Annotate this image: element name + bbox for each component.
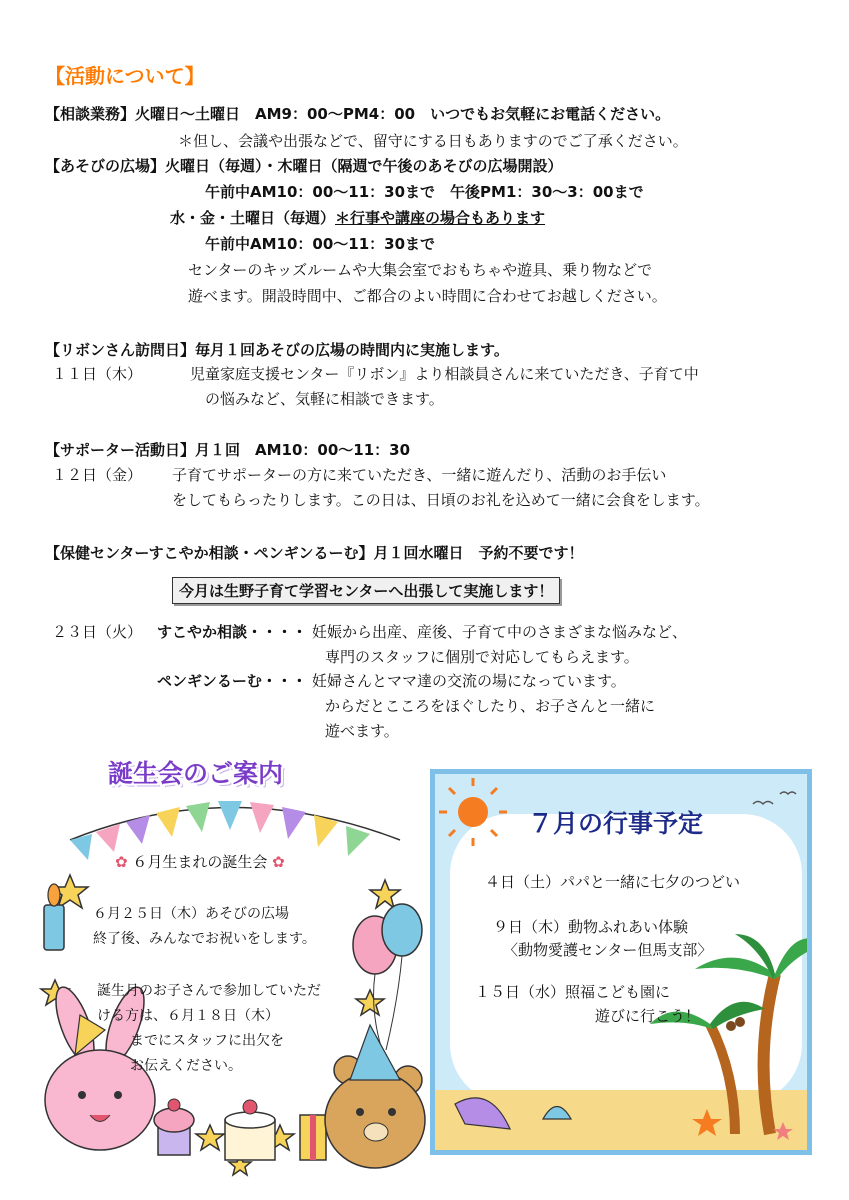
birthday-title: 誕生会のご案内	[108, 759, 284, 788]
birthday-join-1: 誕生月のお子さんで参加していただ	[97, 983, 321, 999]
play-line	[45, 155, 563, 176]
play-hours-1: 午前中AM10：00～11：30まで 午後PM1：30～3：00まで	[205, 183, 644, 201]
supporter-line	[45, 439, 410, 460]
health-item2-desc-1: 妊婦さんとママ達の交流の場になっています。	[312, 672, 626, 690]
supporter-text: 月１回 AM10：00～11：30	[195, 441, 411, 459]
birthday-join-4: お伝えください。	[130, 1058, 242, 1074]
cupcake-icon	[154, 1099, 194, 1155]
event-2-sub: 〈動物愛護センター但馬支部〉	[503, 941, 713, 959]
health-item2-desc-3: 遊べます。	[325, 722, 399, 740]
sun-icon	[439, 778, 507, 846]
flower-icon-left: ✿	[115, 853, 133, 871]
play-text: 火曜日（毎週）・木曜日（隔週で午後のあそびの広場開設）	[165, 157, 563, 175]
bear-icon	[325, 1025, 425, 1168]
health-item1-name: すこやか相談・・・・	[157, 623, 308, 641]
ribbon-date: １１日（木）	[52, 365, 143, 383]
birthday-join-3: までにスタッフに出欠を	[130, 1033, 284, 1049]
health-date: ２３日（火）	[52, 623, 143, 641]
supporter-desc-2: をしてもらったりします。この日は、日頃のお礼を込めて一緒に会食をします。	[172, 491, 710, 509]
consult-label: 【相談業務】	[45, 105, 136, 123]
play-days-2	[170, 207, 545, 228]
consult-text: 火曜日～土曜日 AM9：00～PM4：00 いつでもお気軽にお電話ください。	[135, 105, 671, 123]
supporter-label: 【サポーター活動日】	[45, 441, 196, 459]
events-title: ７月の行事予定	[528, 809, 704, 838]
event-3: １５日（水）照福こども園に	[475, 983, 671, 1001]
birthday-after-line: 終了後、みんなでお祝いをします。	[93, 931, 316, 947]
ribbon-text: 毎月１回あそびの広場の時間内に実施します。	[195, 341, 509, 359]
birthday-join-2: ける方は、６月１８日（木）	[97, 1008, 279, 1024]
play-days-2-days: 水・金・土曜日（毎週）	[170, 209, 336, 227]
health-text: 月１回水曜日 予約不要です！	[373, 544, 584, 562]
birthday-date-line: ６月２５日（木）あそびの広場	[93, 906, 289, 922]
cake-icon	[225, 1100, 275, 1160]
play-hours-2: 午前中AM10：00～11：30まで	[205, 235, 436, 253]
events-panel	[430, 769, 812, 1155]
shell-icons	[455, 1098, 793, 1140]
event-3-sub: 遊びに行こう！	[595, 1007, 701, 1025]
palm-tree-icon	[650, 934, 807, 1134]
supporter-desc-1: 子育てサポーターの方に来ていただき、一緒に遊んだり、活動のお手伝い	[172, 466, 667, 484]
ribbon-label: 【リボンさん訪問日】	[45, 341, 196, 359]
ribbon-desc-1: 児童家庭支援センター『リボン』より相談員さんに来ていただき、子育て中	[190, 365, 699, 383]
health-item1-desc-1: 妊娠から出産、産後、子育て中のさまざまな悩みなど、	[312, 623, 688, 641]
flower-icon-right: ✿	[267, 853, 285, 871]
health-item1-desc-2: 専門のスタッフに個別で対応してもらえます。	[325, 648, 639, 666]
event-1: ４日（土）パパと一緒に七夕のつどい	[485, 873, 741, 891]
health-notice: 今月は生野子育て学習センターへ出張して実施します！	[172, 577, 560, 604]
consult-line	[45, 103, 670, 124]
event-2: ９日（木）動物ふれあい体験	[493, 918, 689, 936]
birthday-subtitle-text: ６月生まれの誕生会	[132, 853, 268, 871]
activities-heading: 【活動について】	[45, 64, 205, 88]
play-desc-2: 遊べます。開設時間中、ご都合のよい時間に合わせてお越しください。	[188, 287, 667, 305]
play-days-2-note: ＊行事や講座の場合もあります	[335, 209, 546, 227]
play-label: 【あそびの広場】	[45, 157, 166, 175]
balloon-icons	[353, 904, 422, 1050]
consult-note: ＊但し、会議や出張などで、留守にする日もありますのでご了承ください。	[178, 132, 688, 150]
gift-icon	[300, 1115, 326, 1160]
health-label: 【保健センターすこやか相談・ペンギンるーむ】	[45, 544, 374, 562]
ribbon-desc-2: の悩みなど、気軽に相談できます。	[205, 390, 444, 408]
health-item2-desc-2: からだとこころをほぐしたり、お子さんと一緒に	[325, 697, 656, 715]
health-item2-name: ペンギンるーむ・・・	[157, 672, 307, 690]
play-desc-1: センターのキッズルームや大集会室でおもちゃや遊具、乗り物などで	[188, 261, 653, 279]
ribbon-line	[45, 339, 509, 360]
health-line	[45, 542, 584, 563]
birthday-subtitle	[115, 851, 285, 872]
supporter-date: １２日（金）	[52, 466, 143, 484]
seagull-icons	[753, 792, 796, 804]
